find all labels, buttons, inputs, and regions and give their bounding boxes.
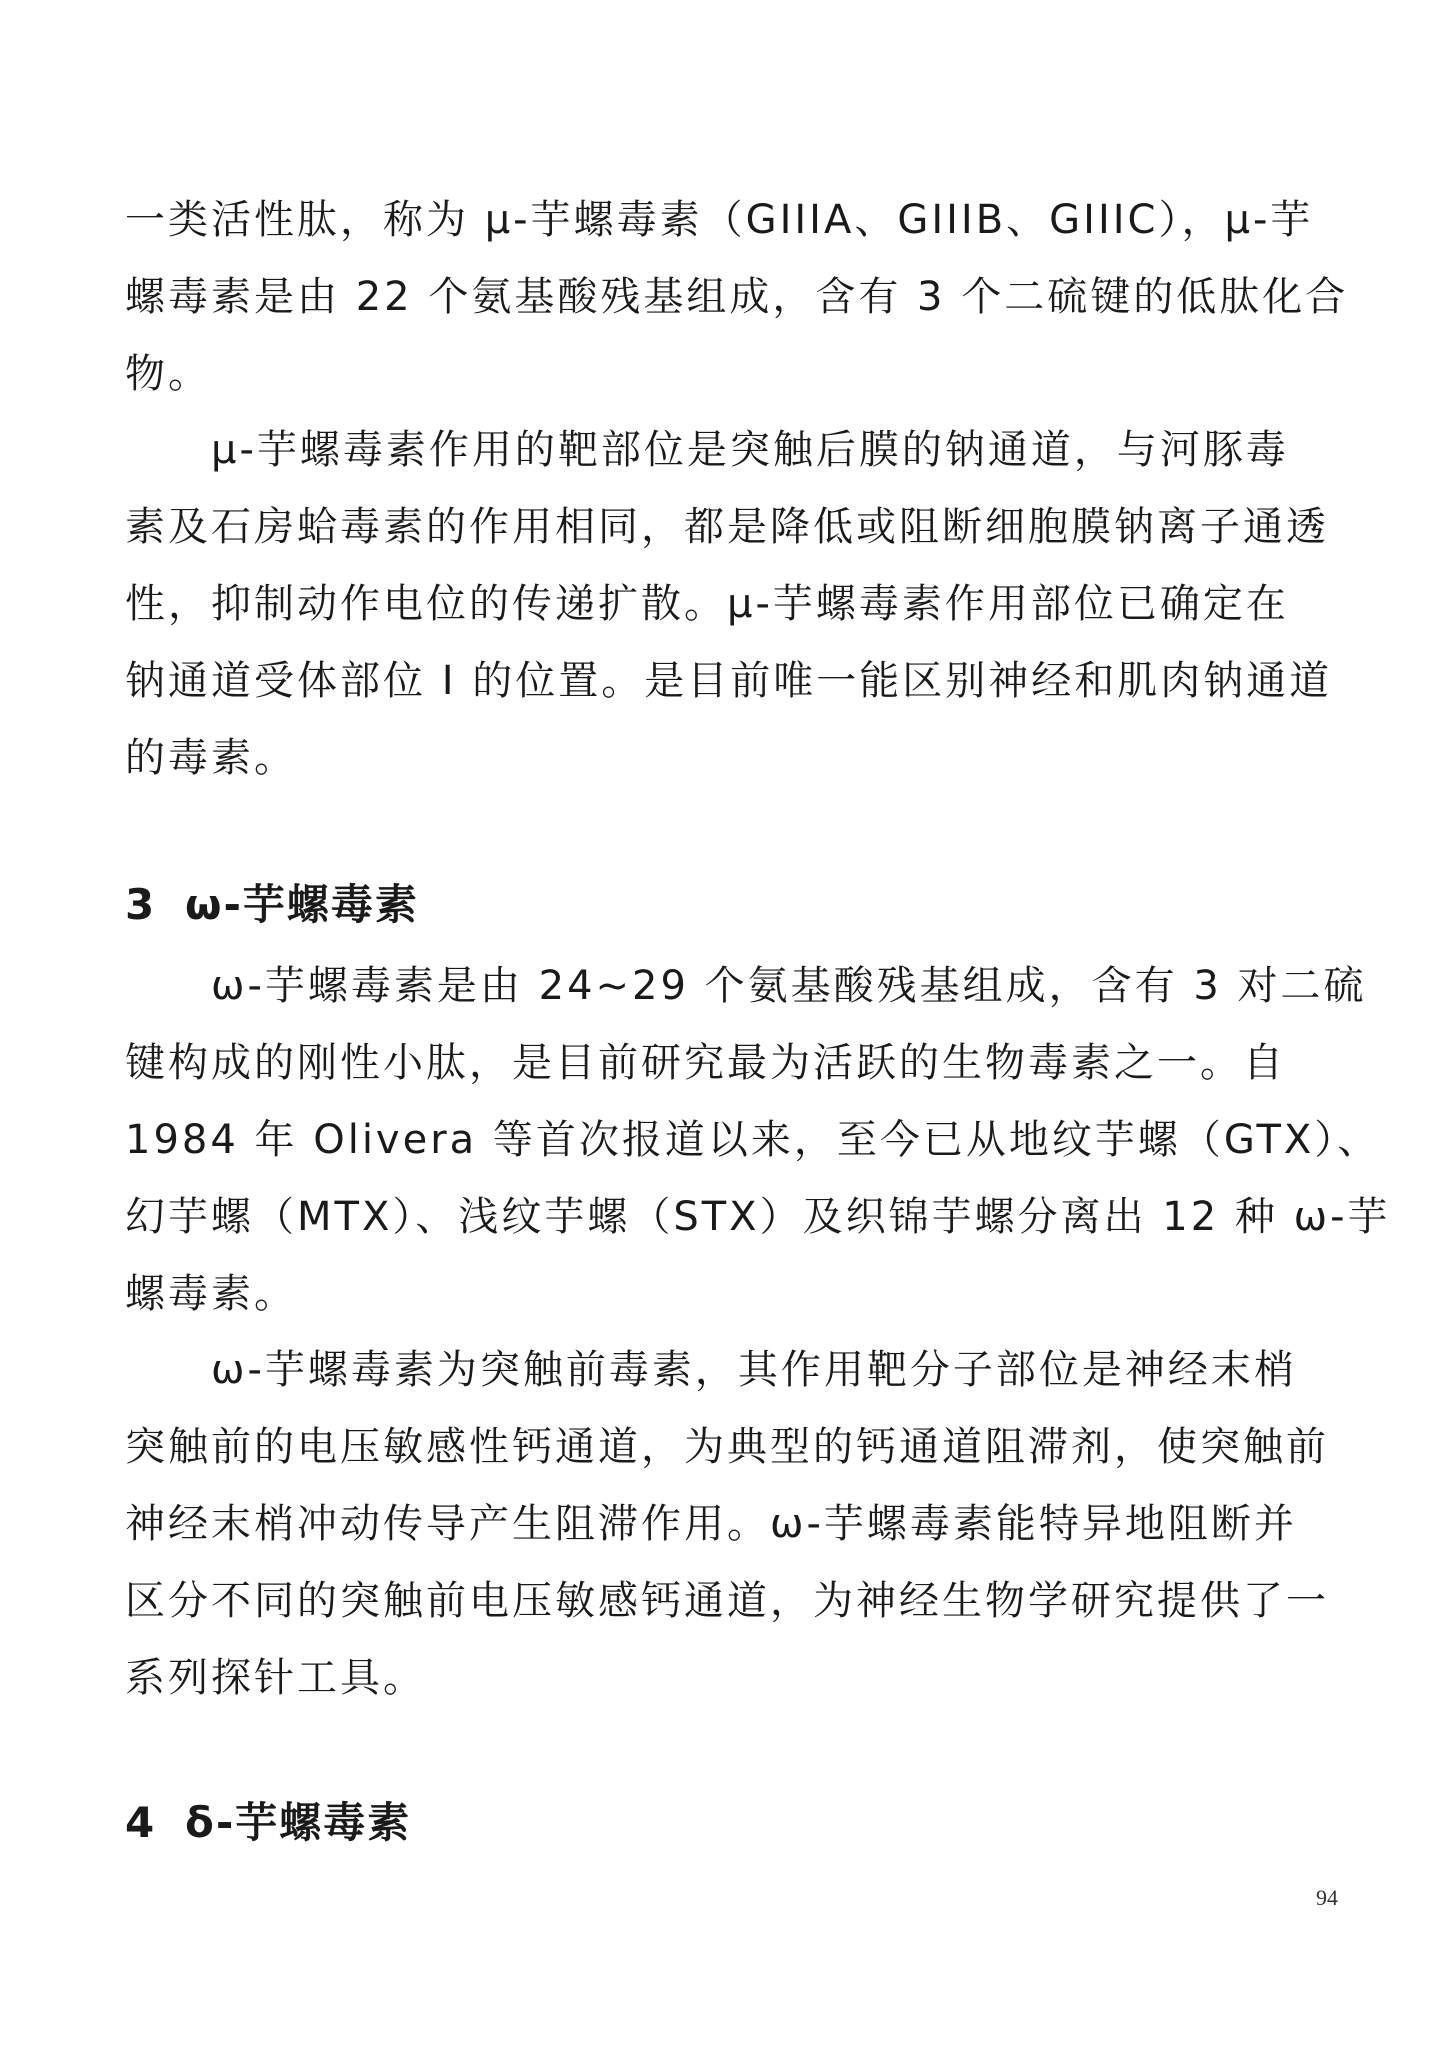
paragraph-mu-conotoxin-target <box>125 412 1335 797</box>
text-line: ω-芋螺毒素是由 24~29 个氨基酸残基组成，含有 3 对二硫 <box>125 963 1367 1009</box>
section-number: 3 <box>125 880 157 929</box>
text-line: 键构成的刚性小肽，是目前研究最为活跃的生物毒素之一。自 <box>125 1040 1286 1086</box>
text-line: 螺毒素是由 22 个氨基酸残基组成，含有 3 个二硫键的低肽化合 <box>125 274 1349 320</box>
text-line: 1984 年 Olivera 等首次报道以来，至今已从地纹芋螺（GTX）、 <box>125 1117 1381 1163</box>
text-line: 系列探针工具。 <box>125 1655 426 1701</box>
text-line: 区分不同的突触前电压敏感钙通道，为神经生物学研究提供了一 <box>125 1578 1329 1624</box>
section-title: ω-芋螺毒素 <box>185 880 419 929</box>
section-heading-4 <box>125 1793 411 1853</box>
section-heading-3 <box>125 875 419 935</box>
text-line: 一类活性肽，称为 μ-芋螺毒素（GIIIA、GIIIB、GIIIC），μ-芋 <box>125 197 1314 243</box>
text-line: ω-芋螺毒素为突触前毒素，其作用靶分子部位是神经末梢 <box>125 1347 1297 1393</box>
text-line: 幻芋螺（MTX）、浅纹芋螺（STX）及织锦芋螺分离出 12 种 ω-芋 <box>125 1194 1391 1240</box>
section-number: 4 <box>125 1798 157 1847</box>
paragraph-omega-conotoxin-intro <box>125 948 1391 1333</box>
section-title: δ-芋螺毒素 <box>185 1798 412 1847</box>
text-line: μ-芋螺毒素作用的靶部位是突触后膜的钠通道，与河豚毒 <box>125 427 1289 473</box>
text-line: 神经末梢冲动传导产生阻滞作用。ω-芋螺毒素能特异地阻断并 <box>125 1501 1297 1547</box>
text-line: 性，抑制动作电位的传递扩散。μ-芋螺毒素作用部位已确定在 <box>125 581 1289 627</box>
text-line: 钠通道受体部位 I 的位置。是目前唯一能区别神经和肌肉钠通道 <box>125 658 1333 704</box>
text-line: 物。 <box>125 351 211 397</box>
page-number: 94 <box>1316 1885 1338 1910</box>
text-line: 的毒素。 <box>125 735 297 781</box>
paragraph-omega-conotoxin-target <box>125 1332 1335 1717</box>
text-line: 突触前的电压敏感性钙通道，为典型的钙通道阻滞剂，使突触前 <box>125 1424 1329 1470</box>
text-line: 素及石房蛤毒素的作用相同，都是降低或阻断细胞膜钠离子通透 <box>125 504 1329 550</box>
text-line: 螺毒素。 <box>125 1271 297 1317</box>
paragraph-mu-conotoxin-intro <box>125 182 1349 413</box>
